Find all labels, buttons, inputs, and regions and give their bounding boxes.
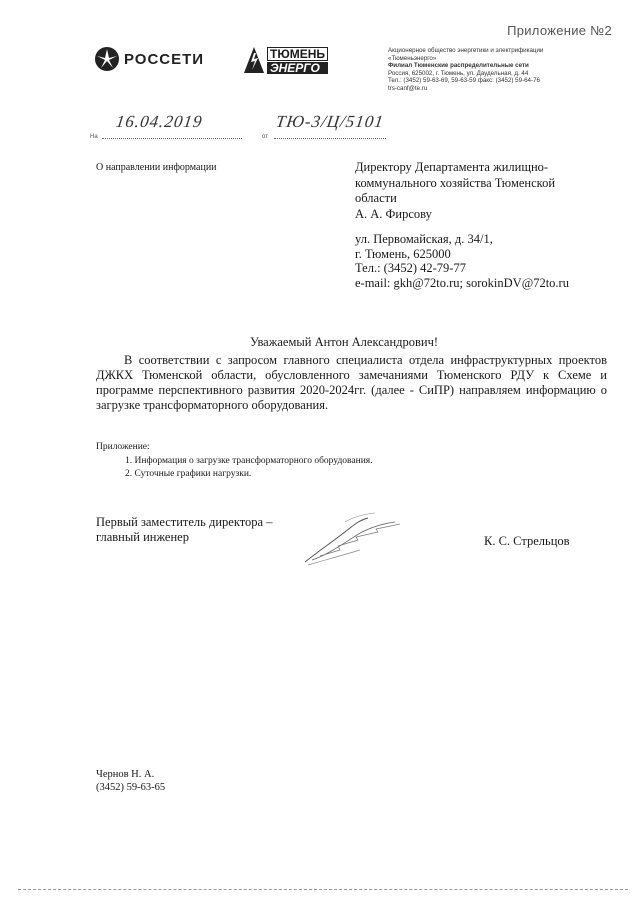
address-line: ул. Первомайская, д. 34/1, [355, 232, 493, 246]
logo2-line1: ТЮМЕНЬ [267, 47, 328, 61]
registration-block [90, 110, 390, 146]
executor-name: Чернов Н. А. [96, 769, 155, 780]
company-line: Филиал Тюменские распределительные сети [388, 62, 529, 70]
bottom-divider [18, 889, 628, 890]
addressee-line: А. А. Фирсову [355, 206, 432, 221]
reg-date: 16.04.2019 [114, 112, 204, 131]
executor-phone: (3452) 59-63-65 [96, 782, 166, 793]
rosseti-logo-text: РОССЕТИ [124, 50, 205, 68]
tyumenenergo-emblem-icon [243, 46, 265, 74]
address-line: Тел.: (3452) 42-79-77 [355, 261, 466, 275]
reg-number: ТЮ-3/Ц/5101 [274, 112, 386, 131]
rosseti-logo [94, 46, 204, 72]
addressee-line: коммунального хозяйства Тюменской [355, 175, 556, 190]
signer-title-line: главный инженер [96, 530, 189, 544]
company-details [388, 47, 618, 93]
address-block [355, 232, 569, 290]
company-line: Россия, 625002, г. Тюмень, ул. Даудельная, д. 44 [388, 69, 529, 77]
company-line: trs-canf@te.ru [388, 84, 428, 92]
reg-no-label: На [90, 134, 98, 140]
addressee-line: области [355, 191, 397, 205]
addressee-block [355, 160, 585, 222]
signer-name: К. С. Стрельцов [484, 534, 570, 548]
appendix-list [125, 455, 373, 480]
letter-body: В соответствии с запросом главного специалиста отдела инфраструктурных проектов ДЖКХ Тюменской области, обусловленного замечаниями Тюменского РДУ к Схеме и программе перспективного развития 2020-2024гг. (далее - СиПР) направляем информацию о загрузке трансформаторного оборудования. [96, 353, 607, 412]
handwritten-signature [300, 510, 410, 570]
appendix-title: Приложение: [96, 442, 150, 452]
reg-number-line [274, 138, 386, 139]
addressee-line: Директору Департамента жилищно- [355, 160, 549, 174]
executor-block [96, 768, 165, 794]
appendix-item: 1. Информация о загрузке трансформаторного оборудования. [125, 456, 373, 466]
logo2-line2: ЭНЕРГО [267, 62, 328, 74]
address-line: г. Тюмень, 625000 [355, 246, 451, 261]
greeting: Уважаемый Антон Александрович! [250, 335, 439, 349]
signer-title-line: Первый заместитель директора – [96, 515, 273, 529]
company-line: Тел.: (3452) 59-63-69, 59-63-59 факс: (3452) 59-64-76 [388, 77, 540, 85]
appendix-item: 2. Суточные графики нагрузки. [125, 468, 252, 479]
company-line: Акционерное общество энергетики и электрификации [388, 47, 544, 54]
signer-title [96, 515, 272, 545]
tyumenenergo-logo [243, 46, 328, 74]
letter-subject: О направлении информации [96, 162, 217, 173]
company-line: «Тюменьэнерго» [388, 54, 437, 62]
rosseti-emblem-icon [94, 46, 120, 72]
reg-date-line [102, 138, 242, 139]
appendix-label: Приложение №2 [507, 23, 612, 38]
address-line: e-mail: gkh@72to.ru; sorokinDV@72to.ru [355, 275, 569, 290]
reg-prefix-label: от [262, 134, 268, 140]
